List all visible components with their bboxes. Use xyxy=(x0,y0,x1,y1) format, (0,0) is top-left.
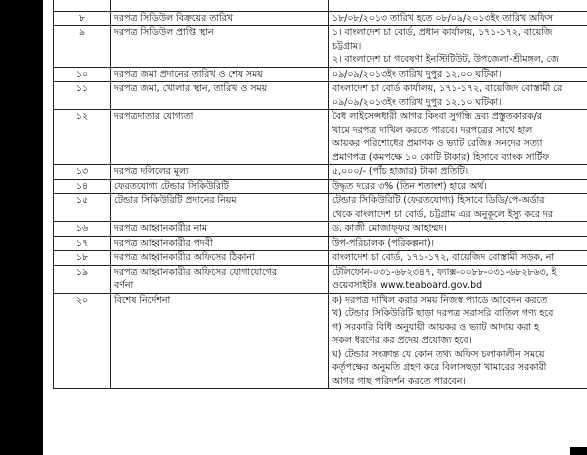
row-description xyxy=(329,222,587,237)
table-row xyxy=(54,222,587,237)
description-line: ওয়েবসাইটঃ www.teaboard.gov.bd xyxy=(332,280,483,291)
description-line: বাংলাদেশ চা বোর্ড কার্যালয়, ১৭১-১৭২, বায়েজিদ বোস্তামী রে xyxy=(332,83,563,94)
table-row xyxy=(54,82,587,110)
row-number: ১৮ xyxy=(54,251,111,266)
row-description xyxy=(329,236,587,251)
description-line: ঘ) টেন্ডার সংক্রান্ত যে কোন তথ্য অফিস চলাকালীন সময়ে xyxy=(332,348,545,360)
description-line: সকল ধরণের কর প্রদেয় প্রযোজ্য হবে। xyxy=(332,335,472,346)
row-item-label xyxy=(111,82,329,110)
row-description xyxy=(329,293,587,389)
row-number: ৯ xyxy=(54,26,111,68)
description-line: খ) টেন্ডার সিকিউরিটি ছাড়া দরপত্র সরাসরি বাতিল গণ্য হবে xyxy=(332,308,554,319)
table-row xyxy=(54,293,587,389)
description-line: প্রমাণপত্র (কমপক্ষে ১০ কোটি টাকার) হিসাবে ব্যাংক সার্টিফ xyxy=(332,151,550,163)
item-text: বিশেষ নির্দেশনা xyxy=(114,294,171,306)
row-item-label xyxy=(111,165,329,180)
row-number: ১১ xyxy=(54,82,111,110)
row-description xyxy=(329,82,587,110)
row-number: ১০ xyxy=(54,67,111,82)
description-line xyxy=(332,0,587,11)
row-description xyxy=(329,265,587,293)
row-item-label xyxy=(111,251,329,266)
row-item-label xyxy=(111,67,329,82)
table-row xyxy=(54,265,587,293)
row-description xyxy=(329,179,587,194)
row-item-label xyxy=(111,110,329,165)
description-line: ০৯/০৯/২০১৩ইং তারিখ দুপুর ১২.০০ ঘটিকা। xyxy=(332,68,502,80)
row-number: ২০ xyxy=(54,293,111,389)
row-item-label xyxy=(111,179,329,194)
description-line: চট্টগ্রাম। xyxy=(332,40,362,52)
description-line: উপ-পরিচালক (পরিকল্পনা)। xyxy=(332,237,434,249)
item-text: দরপত্রদাতার যোগ্যতা xyxy=(114,111,194,122)
row-description xyxy=(329,26,587,68)
item-text: ফেরতযোগ্য টেন্ডার সিকিউরিটি xyxy=(114,180,229,192)
row-number: ১৭ xyxy=(54,236,111,251)
row-number: ১৯ xyxy=(54,265,111,293)
description-line: উদ্ধৃত দরের ৩% (তিন শতাংশ) হারে অর্থ। xyxy=(332,180,487,192)
table-row xyxy=(54,194,587,222)
row-item-label xyxy=(111,265,329,293)
row-number: ১৬ xyxy=(54,222,111,237)
row-number: ১৪ xyxy=(54,179,111,194)
description-line: কর্তৃপক্ষের অনুমতি গ্রহণ করে বিলাসছড়া খামারের সরকারী xyxy=(332,362,547,373)
item-text: দরপত্র আহ্বানকারীর পদবী xyxy=(114,237,213,249)
row-item-label xyxy=(111,293,329,389)
item-text: দরপত্র দলিলের মূল্য xyxy=(114,166,189,177)
description-line: আগর গাছ পরিদর্শন করতে পারবেন। xyxy=(332,375,466,387)
tender-notice-table xyxy=(53,0,587,389)
table-row xyxy=(54,0,587,11)
row-item-label xyxy=(111,222,329,237)
table-row xyxy=(54,26,587,68)
table-body xyxy=(54,0,587,389)
table-row xyxy=(54,67,587,82)
description-line: খামে দরপত্র দাখিল করতে পারবে। দরপত্রের সাথে হাল xyxy=(332,124,533,136)
item-text-continued: বর্ণনা xyxy=(114,280,134,291)
row-description xyxy=(329,67,587,82)
description-line: টেন্ডার সিকিউরিটি (ফেরতযোগ্য) হিসাবে ডিডি/পে-অর্ডার xyxy=(332,195,545,206)
description-line: টেলিফোন-০৩১-৬৮২৩৪৭, ফ্যাক্স-০০৮৮-০৩১-৬৮২৮৬৩, ই xyxy=(332,266,557,278)
item-text: দরপত্র আহ্বানকারীর নাম xyxy=(114,223,208,234)
description-line: ০৯/০৯/২০১৩ইং তারিখ দুপুর ১২.১০ ঘটিকা। xyxy=(332,96,502,108)
row-item-label xyxy=(111,236,329,251)
row-number: ১৫ xyxy=(54,194,111,222)
description-line: আয়কর পরিশোধের প্রমাণক ও ভ্যাট রেজিঃ সনদের সত্যা xyxy=(332,138,543,149)
description-line: ১৮/০৮/২০১৩ তারিখ হতে ০৮/০৯/২০১৩ইং তারিখ অফিস xyxy=(332,12,553,24)
description-line: ২। বাংলাদেশ চা গবেষণা ইনস্টিটিউট, উপজেলা-শ্রীমঙ্গল, জে xyxy=(332,54,559,65)
description-line: বাংলাদেশ চা বোর্ড, ১৭১-১৭২, বায়েজিদ বোস্তামী সড়ক, না xyxy=(332,252,555,263)
row-description xyxy=(329,0,587,11)
description-line: থেকে বাংলাদেশ চা বোর্ড, চট্টগ্রাম এর অনুকূলে ইস্যু করে দর xyxy=(332,208,553,220)
table-row xyxy=(54,11,587,26)
item-text: টেন্ডার সিকিউরিটি প্রদানের নিয়ম xyxy=(114,195,237,206)
row-item-label xyxy=(111,26,329,68)
left-margin-bar xyxy=(0,0,43,455)
row-number xyxy=(54,0,111,11)
item-text: দরপত্র জমা, খোলার স্থান, তারিখ ও সময় xyxy=(114,83,268,94)
description-line: ক) দরপত্র দাখিল করার সময় নিজস্ব প্যাডে আবেদন করতে xyxy=(332,294,548,306)
row-description xyxy=(329,194,587,222)
row-item-label xyxy=(111,194,329,222)
row-description xyxy=(329,251,587,266)
table-row xyxy=(54,251,587,266)
description-line: ৫,০০০/- (পাঁচ হাজার) টাকা প্রতিটি। xyxy=(332,166,469,177)
row-item-label xyxy=(111,11,329,26)
description-line: ১। বাংলাদেশ চা বোর্ড, প্রধান কার্যালয়, ১৭১-১৭২, বায়েজি xyxy=(332,27,553,38)
item-text: দরপত্র আহ্বানকারীর অফিসের যোগাযোগের xyxy=(114,266,278,278)
row-description xyxy=(329,165,587,180)
row-description xyxy=(329,11,587,26)
item-text: দরপত্র আহ্বানকারীর অফিসের ঠিকানা xyxy=(114,252,255,263)
row-description xyxy=(329,110,587,165)
table-row xyxy=(54,236,587,251)
row-item-label xyxy=(111,0,329,11)
page-edge-mark xyxy=(570,447,587,455)
row-number: ৮ xyxy=(54,11,111,26)
table-row xyxy=(54,110,587,165)
item-text: দরপত্র সিডিউল বিক্রয়ের তারিখ xyxy=(114,12,233,24)
row-number: ১২ xyxy=(54,110,111,165)
description-line: বৈধ লাইসেন্সধারী আগর কিংবা সুগন্ধি দ্রব্য প্রস্তুতকারক/র xyxy=(332,111,543,122)
item-text: দরপত্র জমা প্রদানের তারিখ ও শেষ সময় xyxy=(114,68,263,80)
description-line: ড. কাজী মোজাফ্ফর আহাম্মদ। xyxy=(332,223,447,234)
item-text: দরপত্র সিডিউল প্রাপ্তি স্থান xyxy=(114,27,214,38)
item-text xyxy=(114,0,325,11)
row-number: ১৩ xyxy=(54,165,111,180)
table-row xyxy=(54,165,587,180)
table-row xyxy=(54,179,587,194)
description-line: গ) সরকারি বিধি অনুযায়ী আয়কর ও ভ্যাট আদায় করা হ xyxy=(332,321,540,333)
